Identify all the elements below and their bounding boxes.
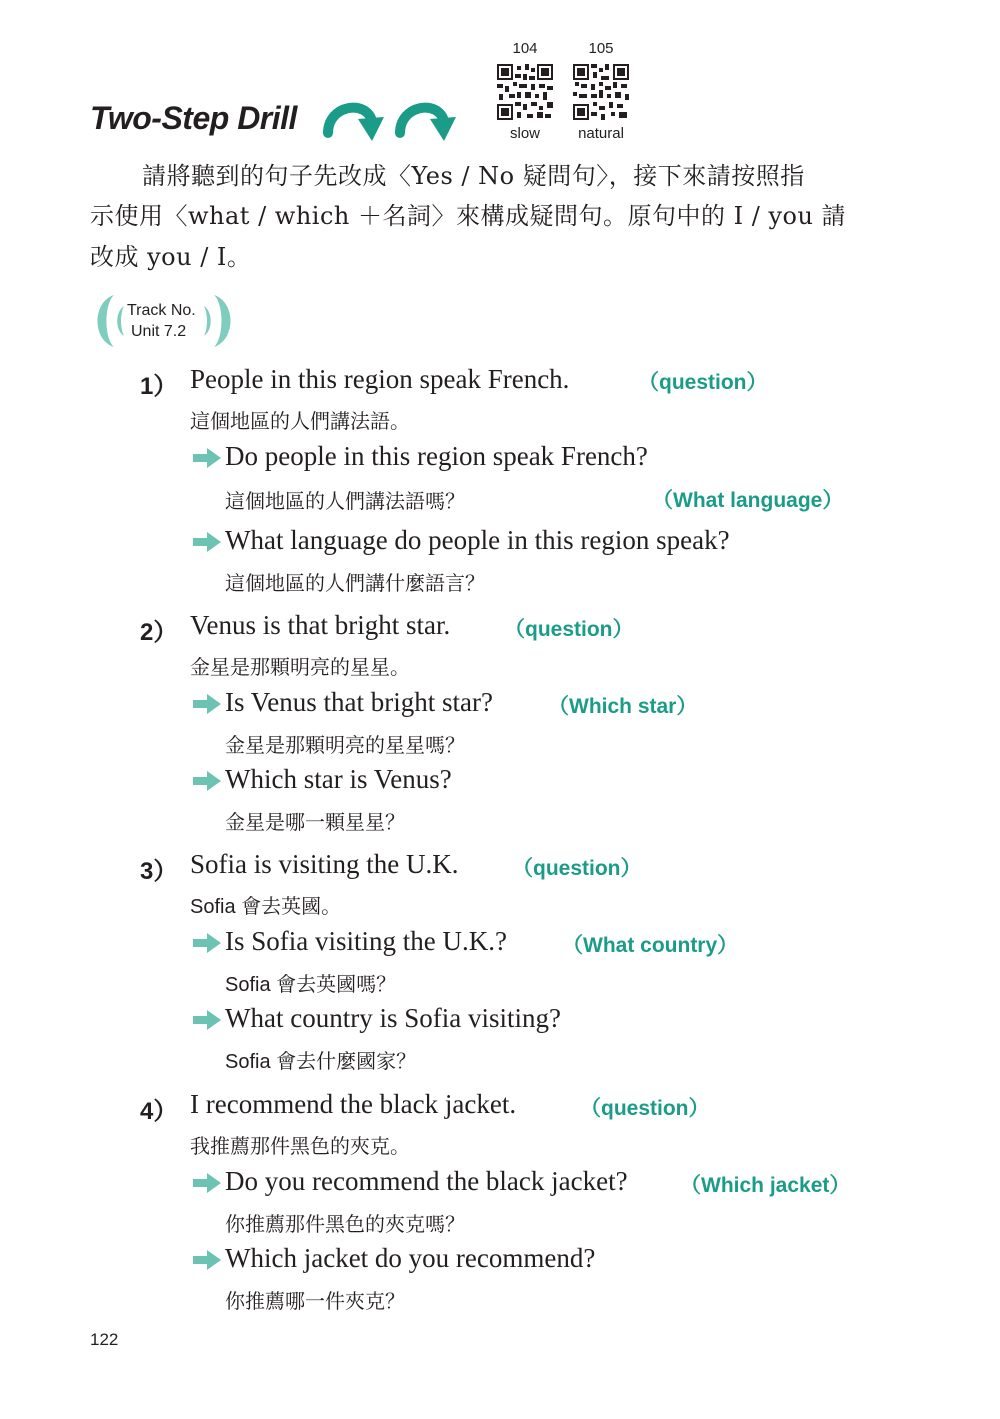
answer-wh: Which jacket do you recommend? (225, 1243, 596, 1273)
translation: 我推薦那件黑色的夾克。 (190, 1136, 410, 1158)
translation: 金星是那顆明亮的星星。 (190, 657, 410, 679)
track-label (127, 300, 196, 342)
answer-translation: Sofia 會去英國嗎？ (225, 974, 397, 996)
answer-translation: 你推薦哪一件夾克？ (225, 1291, 405, 1313)
right-arrow-icon (193, 933, 221, 953)
cue-label: （question） (504, 618, 634, 641)
answer-wh: What language do people in this region speak? (225, 525, 730, 555)
right-arrow-icon (193, 1250, 221, 1270)
right-arrow-icon (193, 1010, 221, 1030)
curved-arrow-icon (322, 95, 386, 145)
answer-translation: 這個地區的人們講法語嗎？ (225, 491, 465, 513)
item-number: 4） (140, 1098, 178, 1125)
right-arrow-icon (193, 771, 221, 791)
cue-label: （Which star） (548, 695, 698, 718)
curved-arrow-icon (394, 95, 458, 145)
translation: 這個地區的人們講法語。 (190, 411, 410, 433)
drill-sentence: Venus is that bright star. (190, 610, 451, 640)
qr-code-icon[interactable] (573, 64, 629, 120)
right-arrow-icon (193, 1173, 221, 1193)
instruction-line: 示使用〈what / which ＋名詞〉來構成疑問句。原句中的 I / you 請 (90, 202, 847, 230)
item-number: 1） (140, 373, 178, 400)
qr-track-number-natural: 105 (588, 40, 614, 57)
drill-sentence: I recommend the black jacket. (190, 1089, 517, 1119)
qr-label-natural: natural (578, 125, 624, 142)
cue-label: （Which jacket） (680, 1174, 851, 1197)
qr-code-icon[interactable] (497, 64, 553, 120)
instruction-line: 請將聽到的句子先改成〈Yes / No 疑問句〉，接下來請按照指 (142, 162, 805, 190)
cue-label: （question） (580, 1097, 710, 1120)
answer-yes-no: Is Venus that bright star? (225, 687, 493, 717)
answer-yes-no: Do you recommend the black jacket? (225, 1166, 628, 1196)
answer-wh: Which star is Venus? (225, 764, 452, 794)
answer-translation: 金星是哪一顆星星？ (225, 812, 405, 834)
answer-wh: What country is Sofia visiting? (225, 1003, 561, 1033)
answer-yes-no: Is Sofia visiting the U.K.? (225, 926, 507, 956)
instruction-line: 改成 you / I。 (90, 243, 252, 271)
right-arrow-icon (193, 694, 221, 714)
answer-translation: Sofia 會去什麼國家？ (225, 1051, 417, 1073)
track-number-label: Track No. (127, 302, 196, 319)
cue-label: （question） (512, 857, 642, 880)
answer-yes-no: Do people in this region speak French? (225, 441, 648, 471)
qr-track-number-slow: 104 (512, 40, 538, 57)
track-unit-label: Unit 7.2 (131, 323, 187, 340)
cue-label: （What language） (652, 489, 844, 512)
cue-label: （question） (638, 371, 768, 394)
item-number: 3） (140, 858, 178, 885)
drill-sentence: People in this region speak French. (190, 364, 570, 394)
cue-label: （What country） (562, 934, 739, 957)
translation: Sofia 會去英國。 (190, 896, 342, 918)
right-arrow-icon (193, 448, 221, 468)
right-arrow-icon (193, 532, 221, 552)
answer-translation: 金星是那顆明亮的星星嗎？ (225, 735, 465, 757)
page-number: 122 (90, 1330, 119, 1349)
drill-sentence: Sofia is visiting the U.K. (190, 849, 459, 879)
answer-translation: 這個地區的人們講什麼語言？ (225, 573, 485, 595)
page-title: Two-Step Drill (90, 100, 297, 136)
answer-translation: 你推薦那件黑色的夾克嗎？ (225, 1214, 465, 1236)
qr-label-slow: slow (509, 125, 540, 142)
item-number: 2） (140, 619, 178, 646)
